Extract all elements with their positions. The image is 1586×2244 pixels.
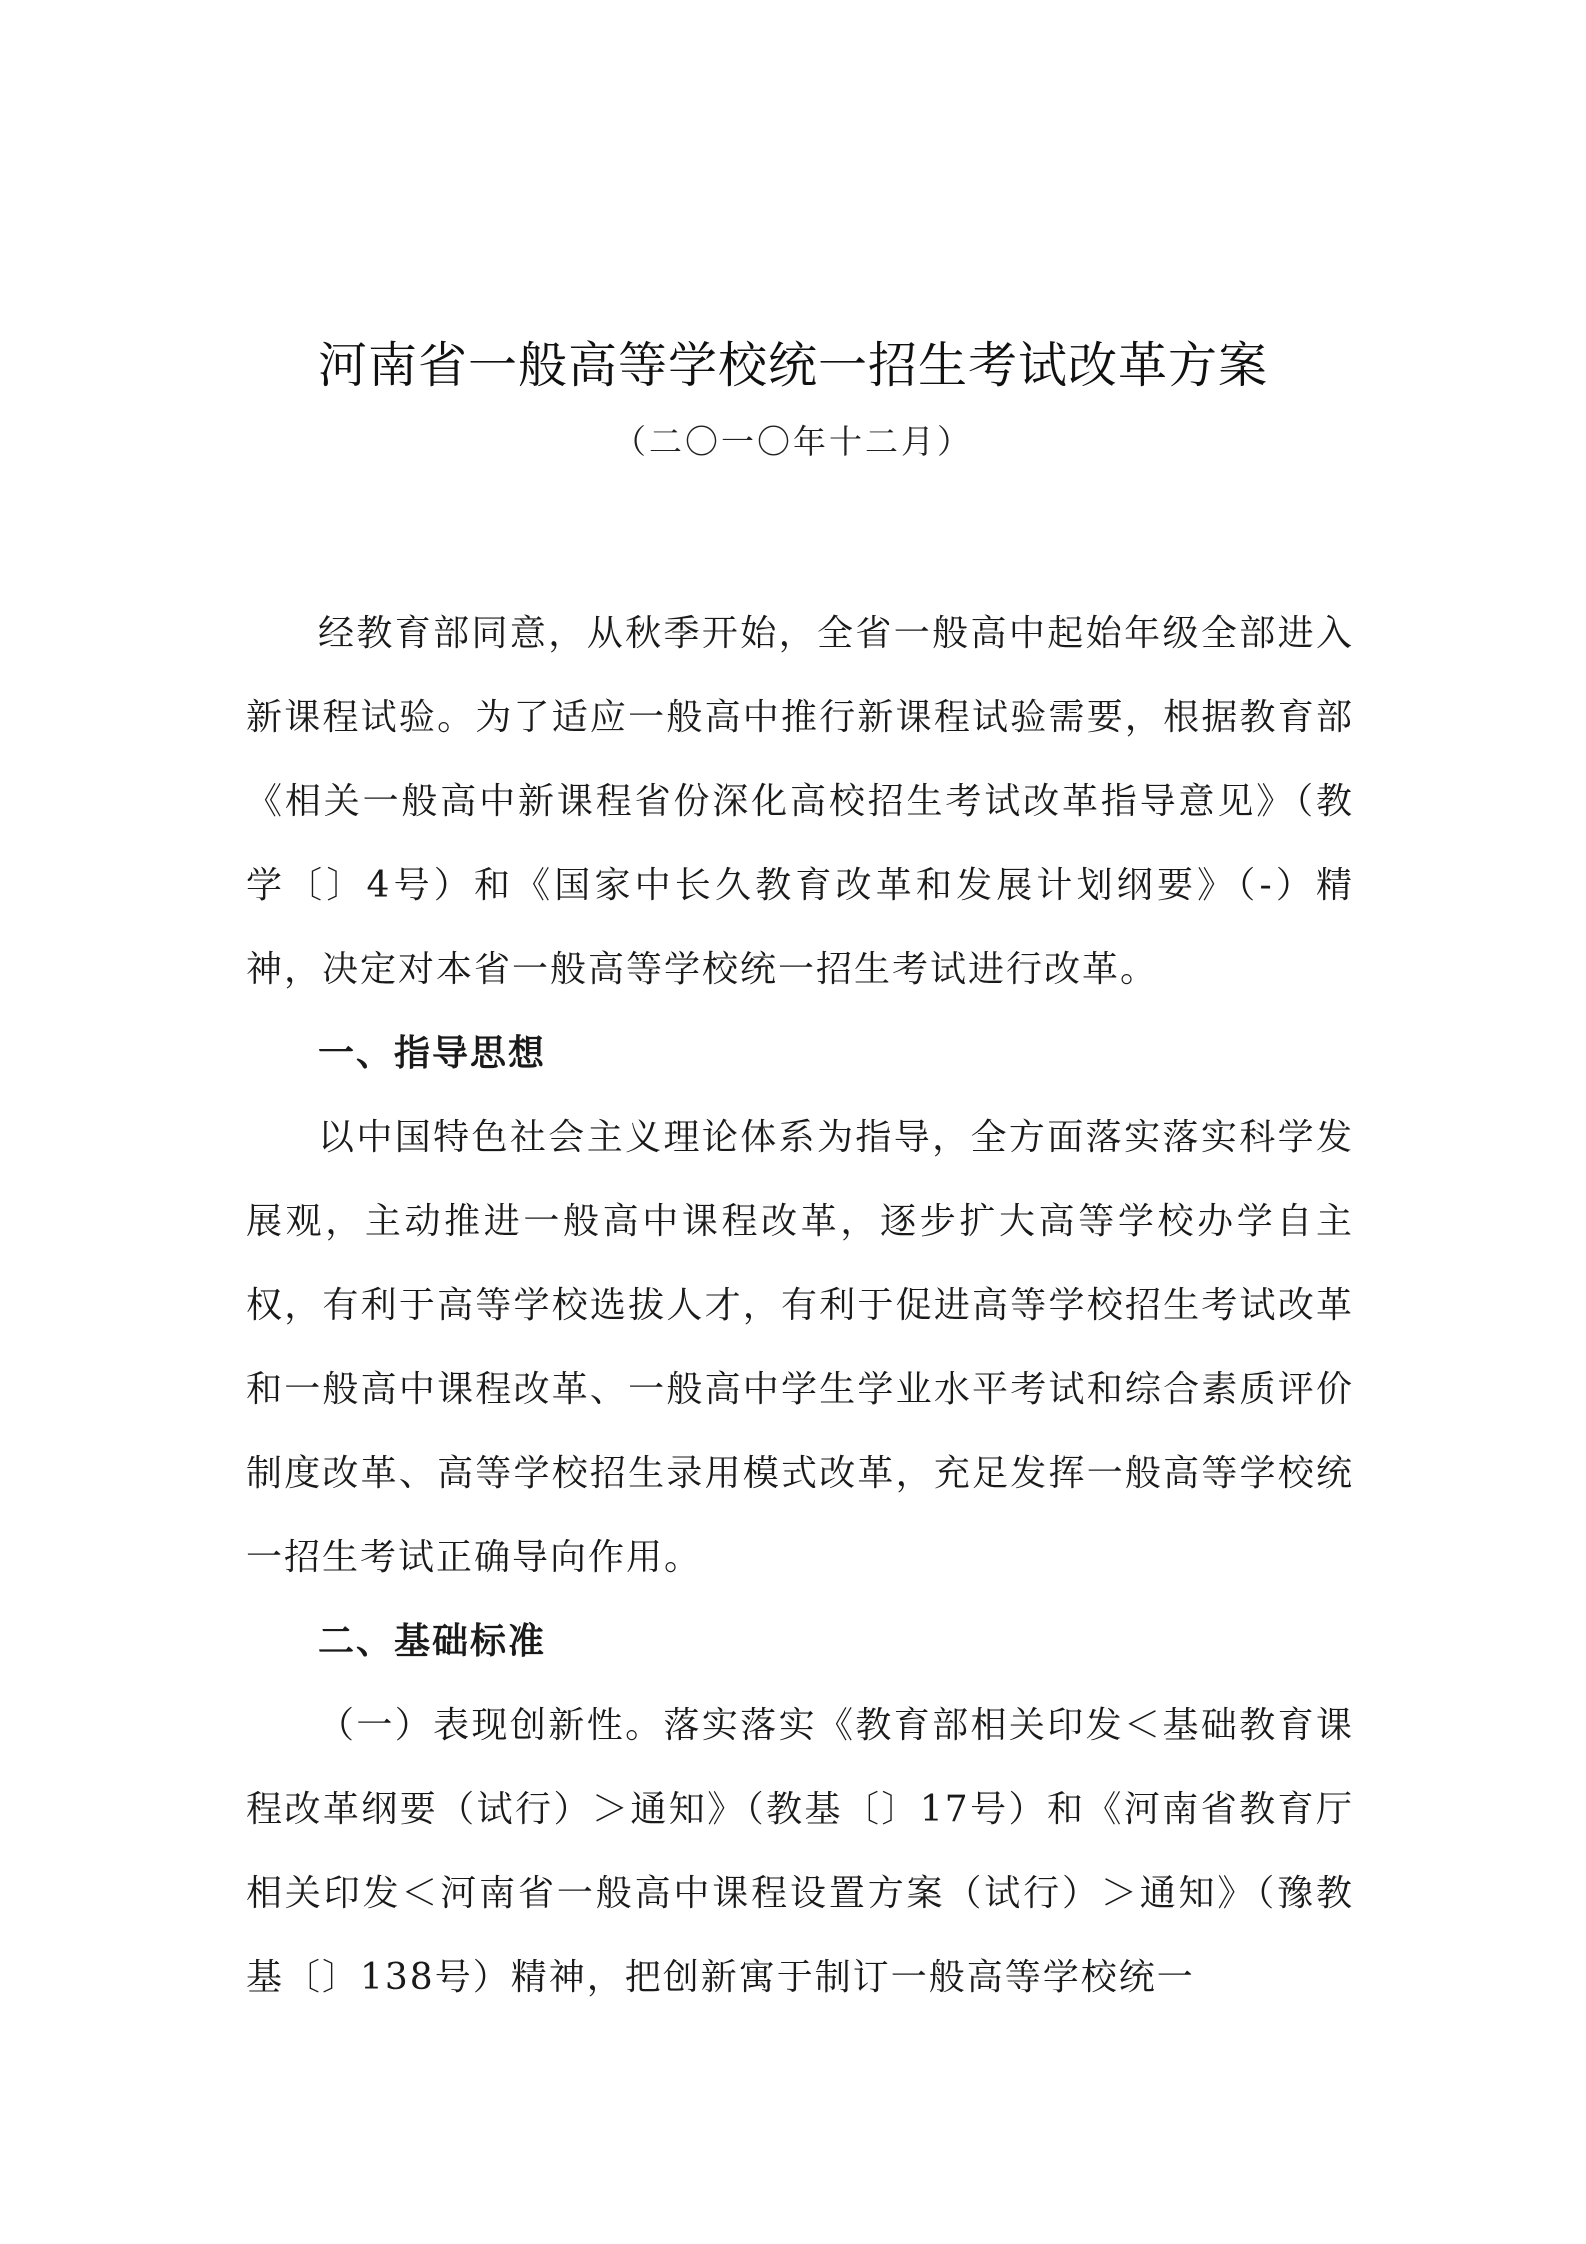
- section-heading-guiding-ideology: 一、指导思想: [318, 1033, 547, 1074]
- document-body: [246, 592, 1354, 2020]
- document-date: （二〇一〇年十二月）: [613, 422, 973, 461]
- document-title: 河南省一般高等学校统一招生考试改革方案: [317, 337, 1268, 394]
- section-paragraph-guiding-ideology: 以中国特色社会主义理论体系为指导，全方面落实落实科学发展观，主动推进一般高中课程改革，逐步扩大高等学校办学自主权，有利于高等学校选拔人才，有利于促进高等学校招生考试改革和一般高中课程改革、一般高中学生学业水平考试和综合素质评价制度改革、高等学校招生录用模式改革，充足发挥一般高等学校统一招生考试正确导向作用。: [246, 1117, 1354, 1578]
- section-paragraph-basic-principles: （一）表现创新性。落实落实《教育部相关印发＜基础教育课程改革纲要（试行）＞通知》（教基〔〕17号）和《河南省教育厅相关印发＜河南省一般高中课程设置方案（试行）＞通知》（豫教基〔〕138号）精神，把创新寓于制订一般高等学校统一: [246, 1705, 1354, 1998]
- section-heading-basic-principles: 二、基础标准: [318, 1621, 547, 1662]
- intro-paragraph: 经教育部同意，从秋季开始，全省一般高中起始年级全部进入新课程试验。为了适应一般高中推行新课程试验需要，根据教育部《相关一般高中新课程省份深化高校招生考试改革指导意见》（教学〔〕4号）和《国家中长久教育改革和发展计划纲要》（-）精神，决定对本省一般高等学校统一招生考试进行改革。: [246, 613, 1354, 990]
